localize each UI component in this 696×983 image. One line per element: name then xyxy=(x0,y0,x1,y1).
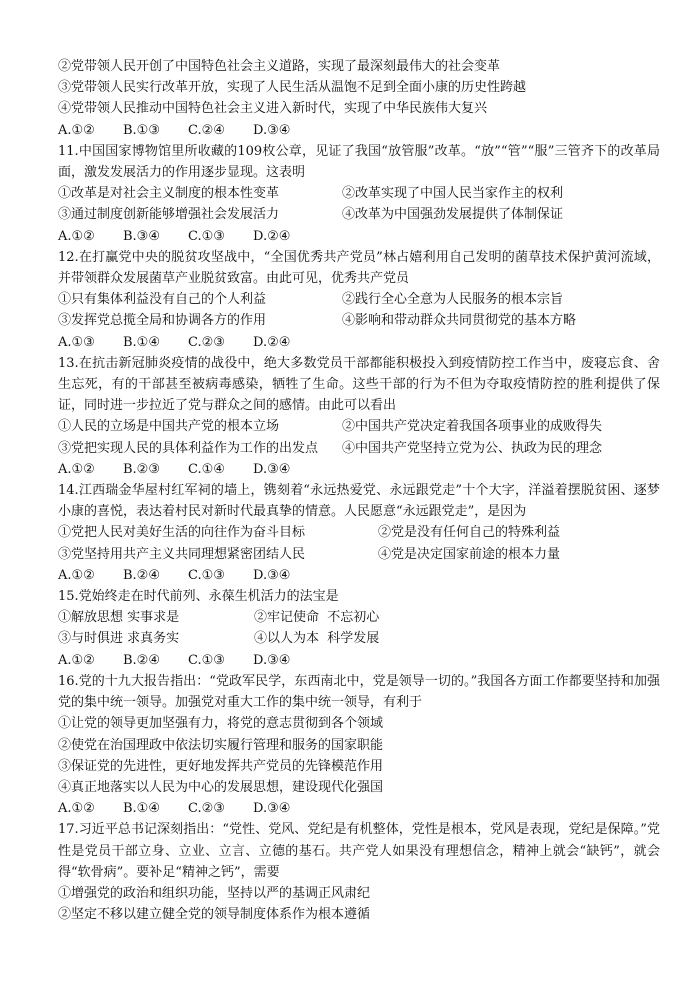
answer-c: C.②④ xyxy=(188,122,225,138)
option-1: ①改革是对社会主义制度的根本性变革 xyxy=(58,186,280,202)
answer-choices xyxy=(58,459,660,480)
option-row xyxy=(58,438,660,459)
option-3: ③党坚持用共产主义共同理想紧密团结人民 xyxy=(58,546,306,562)
option-4: ④中国共产党坚持立党为公、执政为民的理念 xyxy=(342,440,603,456)
question-14 xyxy=(58,480,660,586)
question-17 xyxy=(58,819,660,925)
option-1: ①党把人民对美好生活的向往作为奋斗目标 xyxy=(58,525,306,541)
option-line: ③党带领人民实行改革开放，实现了人民生活从温饱不足到全面小康的历史性跨越 xyxy=(58,80,527,96)
answer-c: C.②③ xyxy=(188,801,225,817)
option-3: ③与时俱进 求真务实 xyxy=(58,631,180,647)
option-4: ④党是决定国家前途的根本力量 xyxy=(378,546,561,562)
question-12 xyxy=(58,247,660,353)
question-11 xyxy=(58,141,660,247)
question-16 xyxy=(58,671,660,819)
answer-a: A.①② xyxy=(58,122,95,138)
answer-d: D.③④ xyxy=(253,461,291,477)
answer-choices xyxy=(58,650,660,671)
question-stem: 15.党始终走在时代前列、永葆生机活力的法宝是 xyxy=(58,589,339,605)
option-2: ②党是没有任何自己的特殊利益 xyxy=(378,525,561,541)
option-3: ③党把实现人民的具体利益作为工作的出发点 xyxy=(58,440,319,456)
answer-d: D.③④ xyxy=(253,801,291,817)
option-1: ①人民的立场是中国共产党的根本立场 xyxy=(58,419,280,435)
answer-a: A.①② xyxy=(58,228,95,244)
answer-d: D.②④ xyxy=(253,334,291,350)
question-stem: 12.在打赢党中央的脱贫攻坚战中，“全国优秀共产党员”林占嬉利用自己发明的菌草技术保护黄河流域，并带领群众发展菌草产业脱贫致富。由此可见，优秀共产党员 xyxy=(58,249,660,287)
option-row xyxy=(58,607,660,628)
answer-b: B.②④ xyxy=(123,567,160,583)
option-1: ①解放思想 实事求是 xyxy=(58,610,180,626)
option-row xyxy=(58,628,660,649)
option-3: ③通过制度创新能够增强社会发展活力 xyxy=(58,207,280,223)
option-3: ③保证党的先进性，更好地发挥共产党员的先锋模范作用 xyxy=(58,758,384,774)
answer-b: B.②④ xyxy=(123,652,160,668)
option-1: ①只有集体利益没有自己的个人利益 xyxy=(58,292,267,308)
option-2: ②牢记使命 不忘初心 xyxy=(254,610,380,626)
answer-b: B.③④ xyxy=(123,228,160,244)
question-stem: 13.在抗击新冠肺炎疫情的战役中，绝大多数党员干部都能积极投入到疫情防控工作当中，废寝忘食、舍生忘死，有的干部甚至被病毒感染，牺牲了生命。这些干部的行为不但为夺取疫情防控的胜利提供了保证，同时进一步拉近了党与群众之间的感情。由此可以看出 xyxy=(58,355,660,414)
answer-choices xyxy=(58,565,660,586)
question-stem: 14.江西瑞金华屋村红军祠的墙上，镌刻着“永远热爱党、永远跟党走”十个大字，洋溢着摆脱贫困、逐梦小康的喜悦，表达着村民对新时代最真挚的情意。人民愿意“永远跟党走”，是因为 xyxy=(58,483,660,520)
option-2: ②坚定不移以建立健全党的领导制度体系作为根本遵循 xyxy=(58,907,371,923)
answer-choices xyxy=(58,120,660,141)
answer-c: C.①④ xyxy=(188,461,225,477)
option-2: ②使党在治国理政中依法切实履行管理和服务的国家职能 xyxy=(58,737,384,753)
answer-b: B.①③ xyxy=(123,122,160,138)
question-stem: 16.党的十九大报告指出：“党政军民学，东西南北中，党是领导一切的。”我国各方面工作都要坚持和加强党的集中统一领导。加强党对重大工作的集中统一领导，有利于 xyxy=(58,673,660,711)
option-row xyxy=(58,544,660,565)
question-stem: 17.习近平总书记深刻指出：“党性、党风、党纪是有机整体，党性是根本，党风是表现，党纪是保障。”党性是党员干部立身、立业、立言、立德的基石。共产党人如果没有理想信念，精神上就会“缺钙”，就会得“软骨病”。要补足“精神之钙”，需要 xyxy=(58,822,660,880)
option-2: ②改革实现了中国人民当家作主的权利 xyxy=(342,186,564,202)
answer-a: A.①② xyxy=(58,652,95,668)
answer-d: D.②④ xyxy=(253,228,291,244)
answer-c: C.①③ xyxy=(188,652,225,668)
answer-choices xyxy=(58,226,660,247)
answer-a: A.①② xyxy=(58,801,95,817)
answer-d: D.③④ xyxy=(253,652,291,668)
option-4: ④真正地落实以人民为中心的发展思想，建设现代化强国 xyxy=(58,779,384,795)
question-10-tail xyxy=(58,56,660,141)
option-row xyxy=(58,289,660,310)
option-line: ④党带领人民推动中国特色社会主义进入新时代，实现了中华民族伟大复兴 xyxy=(58,101,488,117)
option-4: ④改革为中国强劲发展提供了体制保证 xyxy=(342,207,564,223)
question-15 xyxy=(58,586,660,671)
option-4: ④影响和带动群众共同贯彻党的基本方略 xyxy=(342,313,577,329)
answer-c: C.②③ xyxy=(188,334,225,350)
option-2: ②中国共产党决定着我国各项事业的成败得失 xyxy=(342,419,603,435)
answer-a: A.①② xyxy=(58,461,95,477)
option-row xyxy=(58,204,660,225)
question-13 xyxy=(58,353,660,480)
answer-c: C.①③ xyxy=(188,567,225,583)
option-1: ①让党的领导更加坚强有力，将党的意志贯彻到各个领域 xyxy=(58,716,384,732)
answer-d: D.③④ xyxy=(253,567,291,583)
answer-b: B.①④ xyxy=(123,801,160,817)
option-2: ②践行全心全意为人民服务的根本宗旨 xyxy=(342,292,564,308)
question-stem: 11.中国国家博物馆里所收藏的109枚公章，见证了我国“放管服”改革。“放”“管”“服”三管齐下的改革局面，激发发展活力的作用逐步显现。这表明 xyxy=(58,143,660,181)
option-line: ②党带领人民开创了中国特色社会主义道路，实现了最深刻最伟大的社会变革 xyxy=(58,59,501,74)
option-1: ①增强党的政治和组织功能，坚持以严的基调正风肃纪 xyxy=(58,885,371,901)
option-row xyxy=(58,310,660,331)
answer-choices xyxy=(58,798,660,819)
option-4: ④以人为本 科学发展 xyxy=(254,631,380,647)
answer-choices xyxy=(58,332,660,353)
option-row xyxy=(58,183,660,204)
answer-b: B.①④ xyxy=(123,334,160,350)
option-3: ③发挥党总揽全局和协调各方的作用 xyxy=(58,313,267,329)
option-row xyxy=(58,416,660,437)
answer-a: A.①③ xyxy=(58,334,95,350)
option-row xyxy=(58,522,660,543)
answer-b: B.②③ xyxy=(123,461,160,477)
answer-a: A.①② xyxy=(58,567,95,583)
answer-c: C.①③ xyxy=(188,228,225,244)
answer-d: D.③④ xyxy=(253,122,291,138)
